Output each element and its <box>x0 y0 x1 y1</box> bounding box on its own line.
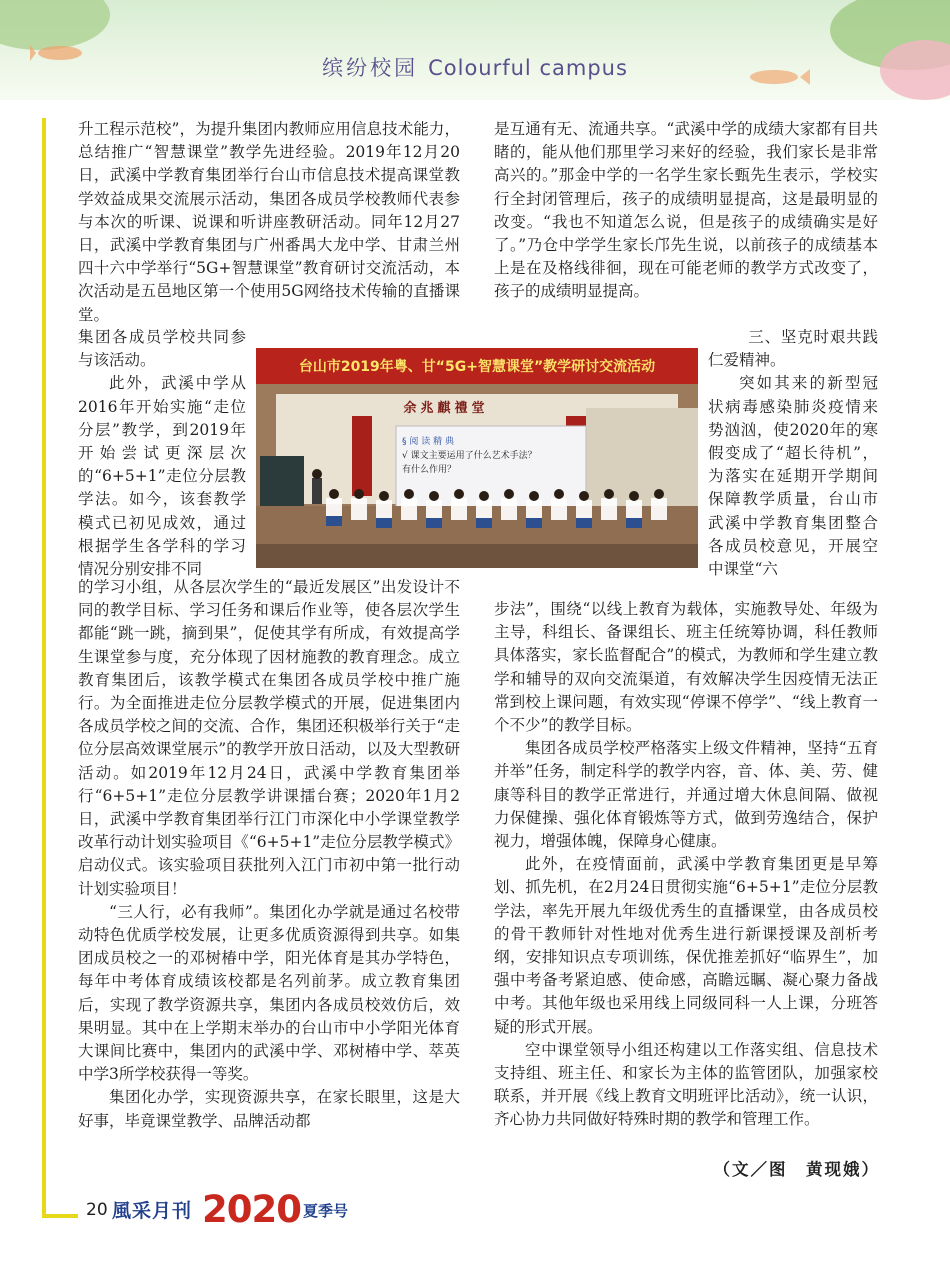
section-title <box>0 52 950 82</box>
paragraph: 集团各成员学校共同参与该活动。 <box>78 328 246 370</box>
left-column-narrow <box>78 326 246 581</box>
event-photo <box>256 348 698 568</box>
magazine-year: 2020 <box>202 1188 301 1231</box>
photo-hall-sign: 余兆麒禮堂 <box>403 401 489 416</box>
left-column-bottom <box>78 576 460 1133</box>
paragraph: 集团化办学，实现资源共享，在家长眼里，这是大好事，毕竟课堂教学、品牌活动都 <box>78 1088 460 1130</box>
right-column-bottom <box>494 598 878 1132</box>
photo-screen-text: § 阅 读 精 典 <box>402 437 454 447</box>
magazine-issue: 夏季号 <box>303 1202 349 1220</box>
left-vertical-bar <box>42 118 46 1218</box>
photo-screen-text: √ 课文主要运用了什么艺术手法？ <box>402 451 537 461</box>
event-photo-illustration <box>256 348 698 568</box>
photo-banner-text: 台山市2019年粤、甘“5G+智慧课堂”教学研讨交流活动 <box>298 359 656 375</box>
paragraph: 突如其来的新型冠状病毒感染肺炎疫情来势汹汹，使2020年的寒假变成了“超长待机”，为落实在延期开学期间保障教学质量，台山市武溪中学教育集团整合各成员校意见，开展空中课堂“六 <box>708 374 878 579</box>
header-banner <box>0 0 950 100</box>
paragraph: “三人行，必有我师”。集团化办学就是通过名校带动特色优质学校发展，让更多优质资源得到共享。如集团成员校之一的邓树椿中学，阳光体育是其办学特色，每年中考体育成绩该校都是名列前茅。成立教育集团后，实现了教学资源共享，集团内各成员校效仿后，效果明显。其中在上学期末举办的台山市中小学阳光体育大课间比赛中，集团内的武溪中学、邓树椿中学、萃英中学3所学校获得一等奖。 <box>78 902 460 1084</box>
author-credit: （文／图 黄现娥） <box>713 1160 880 1179</box>
magazine-name: 風采月刊 <box>112 1200 193 1222</box>
paragraph: 集团各成员学校严格落实上级文件精神，坚持“五育并举”任务，制定科学的教学内容，音、体、美、劳、健康等科目的教学正常进行，并通过增大休息间隔、做视力保健操、强化体育锻炼等方式，做到劳逸结合，保护视力，增强体魄，保障身心健康。 <box>494 739 878 851</box>
paragraph: 升工程示范校”，为提升集团内教师应用信息技术能力，总结推广“智慧课堂”教学先进经验。2019年12月20日，武溪中学教育集团举行台山市信息技术提高课堂教学效益成果交流展示活动，集团各成员学校教师代表参与本次的听课、说课和听讲座教研活动。同年12月27日，武溪中学教育集团与广州番禺大龙中学、甘肃兰州四十六中学举行“5G+智慧课堂”教育研讨交流活动，本次活动是五邑地区第一个使用5G网络技术传输的直播课堂。 <box>78 120 460 324</box>
right-column-top <box>494 118 878 304</box>
left-column-top <box>78 118 460 327</box>
photo-screen-text: 有什么作用？ <box>402 465 457 475</box>
paragraph: 是互通有无、流通共享。“武溪中学的成绩大家都有目共睹的，能从他们那里学习来好的经验，我们家长是非常高兴的。”那金中学的一名学生家长甄先生表示，学校实行全封闭管理后，孩子的成绩明显提高，这是最明显的改变。“我也不知道怎么说，但是孩子的成绩确实是好了。”乃仓中学学生家长邝先生说，以前孩子的成绩基本上是在及格线徘徊，现在可能老师的教学方式改变了，孩子的成绩明显提高。 <box>494 120 878 301</box>
section-title-cn: 缤纷校园 <box>322 56 419 80</box>
paragraph: 此外，武溪中学从2016年开始实施“走位分层”教学，到2019年开始尝试更深层次的“6+5+1”走位分层教学法。如今，该套教学模式已初见成效，通过根据学生各学科的学习情况分别安排不同 <box>78 374 246 579</box>
paragraph: 此外，在疫情面前，武溪中学教育集团更是早筹划、抓先机，在2月24日贯彻实施“6+5+1”走位分层教学法，率先开展九年级优秀生的直播课堂，由各成员校的骨干教师针对性地对优秀生进行新课授课及剖析考纲，安排知识点专项训练，保优推差抓好“临界生”，加强中考备考紧迫感、使命感，高瞻远瞩、凝心聚力备战中考。其他年级也采用线上同级同科一人上课，分班答疑的形式开展。 <box>494 855 878 1036</box>
bottom-bar <box>42 1214 78 1218</box>
right-column-narrow <box>708 326 878 581</box>
paragraph: 空中课堂领导小组还构建以工作落实组、信息技术支持组、班主任、和家长为主体的监管团队，加强家校联系，并开展《线上教育文明班评比活动》，统一认识，齐心协力共同做好特殊时期的教学和管理工作。 <box>494 1040 878 1129</box>
page-number: 20 <box>86 1200 108 1220</box>
section-heading: 三、坚克时艰共践仁爱精神。 <box>708 328 878 370</box>
section-title-en: Colourful campus <box>428 56 628 80</box>
paragraph: 的学习小组，从各层次学生的“最近发展区”出发设计不同的教学目标、学习任务和课后作业等，使各层次学生都能“跳一跳，摘到果”，促使其学有所成，有效提高学生课堂参与度，充分体现了因材施教的教育理念。成立教育集团后，该教学模式在集团各成员学校中推广施行。为全面推进走位分层教学模式的开展，促进集团内各成员学校之间的交流、合作，集团还积极举行关于“走位分层高效课堂展示”的教学开放日活动，以及大型教研活动。如2019年12月24日，武溪中学教育集团举行“6+5+1”走位分层教学讲课擂台赛；2020年1月2日，武溪中学教育集团举行江门市深化中小学课堂教学改革行动计划实验项目《“6+5+1”走位分层教学模式》启动仪式。该实验项目获批列入江门市初中第一批行动计划实验项目！ <box>78 578 460 898</box>
paragraph: 步法”，围绕“以线上教育为载体，实施教导处、年级为主导，科组长、备课组长、班主任统筹协调，科任教师具体落实，家长监督配合”的模式，为教师和学生建立教学和辅导的双向交流渠道，有效解决学生因疫情无法正常到校上课问题，有效实现“停课不停学”、“线上教育一个不少”的教学目标。 <box>494 600 878 735</box>
